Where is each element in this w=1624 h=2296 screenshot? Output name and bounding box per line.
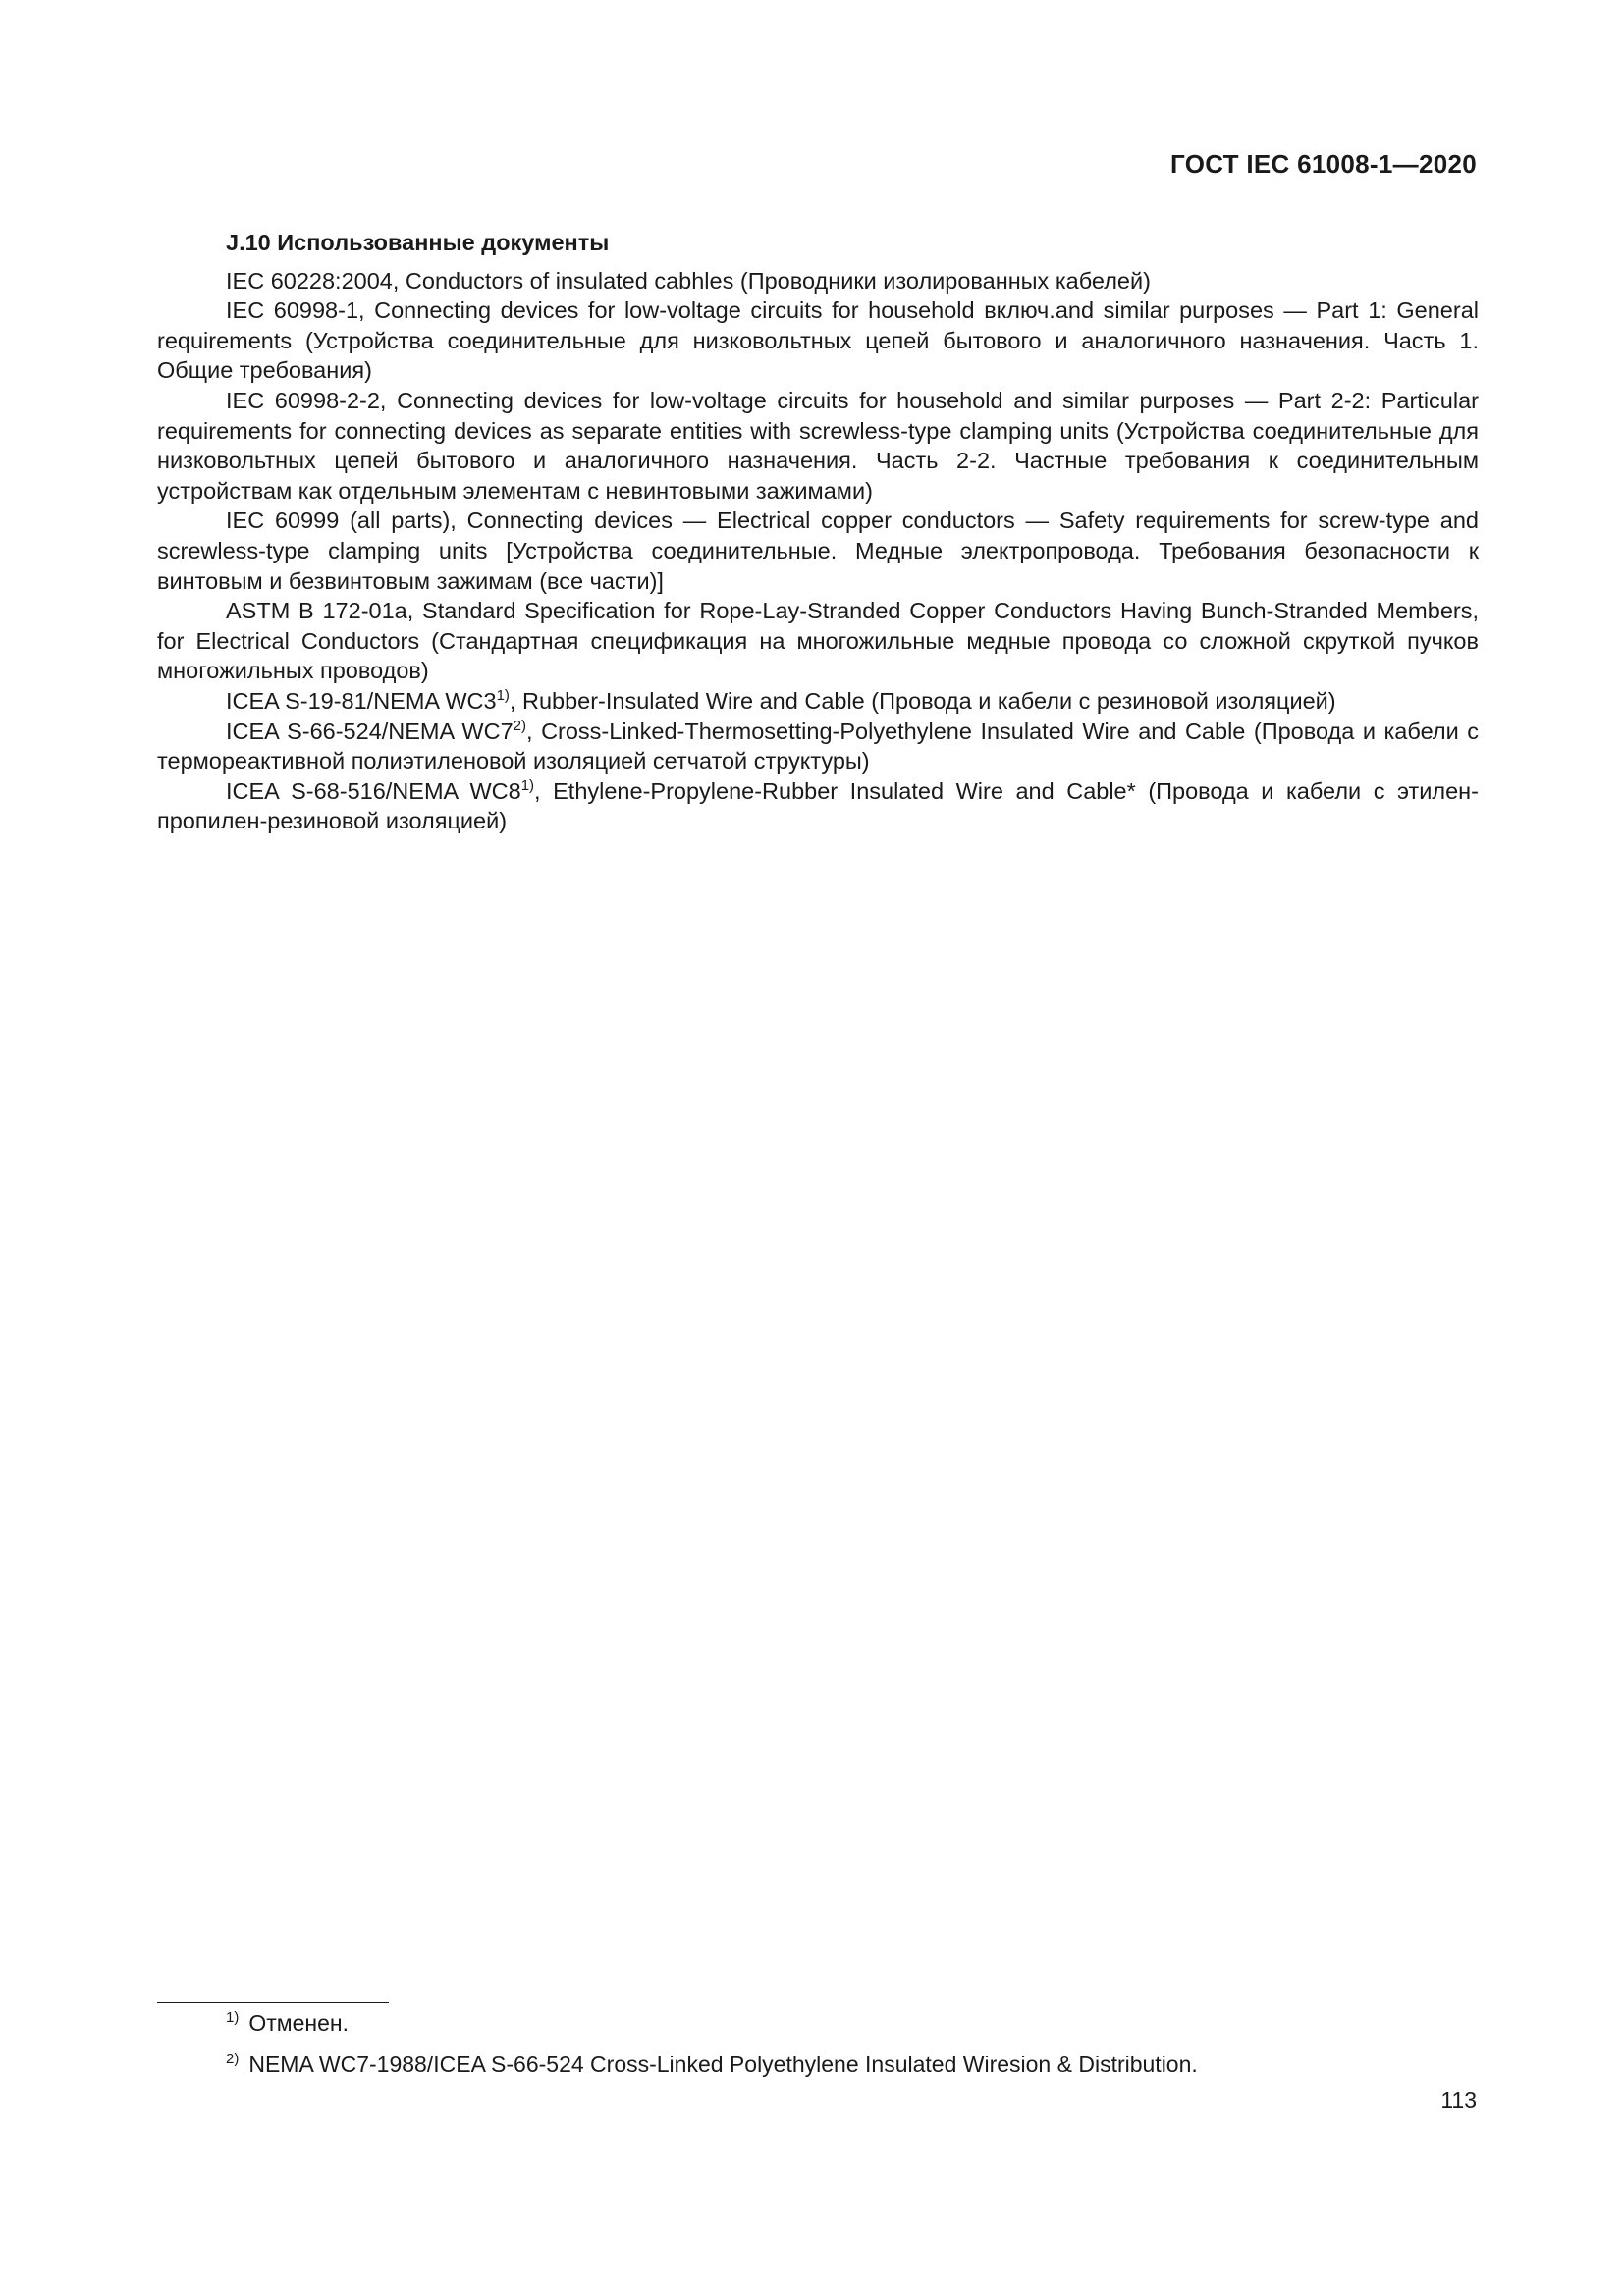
footnote-item [226,2008,1404,2038]
main-content [157,228,1479,836]
reference-item: ASTM B 172-01a, Standard Specification for Rope-Lay-Stranded Copper Conductors Having Bunch-Stranded Members, for Electrical Conductors (Стандартная спецификация на многожильные медные провода со сложной скруткой пучков многожильных проводов) [157,598,1479,684]
footnote-text: NEMA WC7-1988/ICEA S-66-524 Cross-Linked Polyethylene Insulated Wiresion & Distribution. [248,2052,1198,2077]
footnote-marker: 2) [513,717,526,734]
document-header-id: ГОСТ IEC 61008-1—2020 [1170,149,1477,179]
reference-item: IEC 60998-2-2, Connecting devices for low-voltage circuits for household and similar purposes — Part 2-2: Particular requirements for connecting devices as separate entities with screwless-type clamping units (Устройства соединительные для низковольтных цепей бытового и аналогичного назначения. Часть 2-2. Частные требования к соединительным устройствам как отдельным элементам с невинтовыми зажимами) [157,387,1479,504]
footnote-mark: 1) [226,2009,240,2026]
footnote-mark: 2) [226,2051,240,2067]
page-number: 113 [1440,2087,1477,2112]
reference-item: IEC 60999 (all parts), Connecting devices — Electrical copper conductors — Safety requirements for screw-type and screwless-type clamping units [Устройства соединительные. Медные электропровода. Требования безопасности к винтовым и безвинтовым зажимам (все части)] [157,507,1479,594]
reference-item: ICEA S-19-81/NEMA WC3$^{1)}$, Rubber-Insulated Wire and Cable (Провода и кабели с резиновой изоляцией) [226,686,1336,714]
reference-item: ICEA S-66-524/NEMA WC7$^{2)}$, Cross-Linked-Thermosetting-Polyethylene Insulated Wire and Cable (Провода и кабели с термореактивной полиэтиленовой изоляцией сетчатой структуры) [157,717,1479,774]
footnote-text: Отменен. [248,2010,349,2036]
reference-item: IEC 60998-1, Connecting devices for low-voltage circuits for household включ.and similar purposes — Part 1: General requirements (Устройства соединительные для низковольтных цепей бытового и аналогичного назначения. Часть 1. Общие требования) [157,297,1479,384]
footnotes [226,2008,1404,2091]
reference-item: IEC 60228:2004, Conductors of insulated cabhles (Проводники изолированных кабелей) [226,267,1151,294]
footnote-item [226,2050,1404,2079]
footnote-marker: 1) [496,686,510,704]
footnote-divider [157,2002,389,2003]
section-title: J.10 Использованные документы [226,230,610,255]
reference-item: ICEA S-68-516/NEMA WC8$^{1)}$, Ethylene-Propylene-Rubber Insulated Wire and Cable* (Провода и кабели с этиленпропилен-резиновой изоляцией) [157,776,1479,834]
footnote-marker: 1) [520,776,535,794]
